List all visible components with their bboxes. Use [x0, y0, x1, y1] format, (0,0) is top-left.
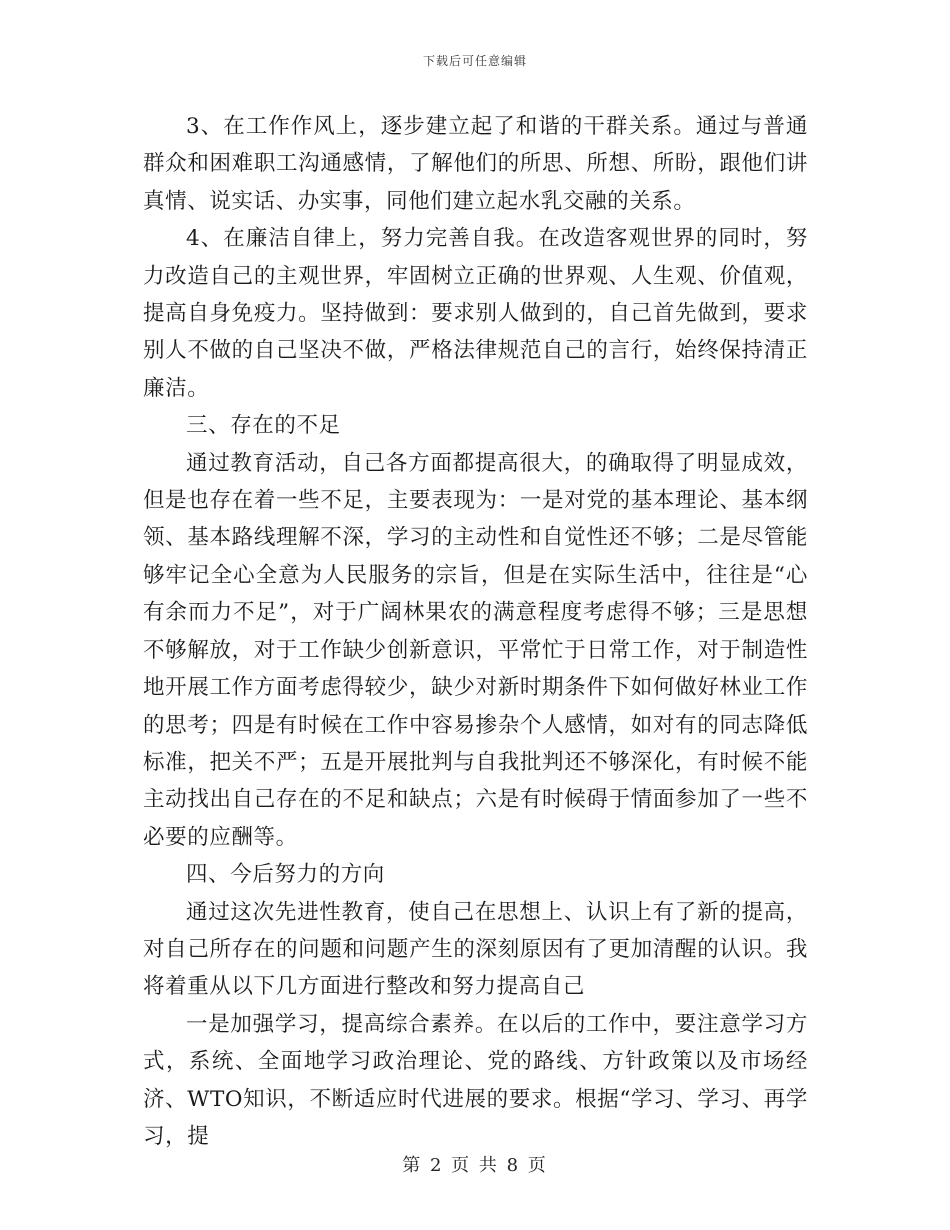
page-header: 下载后可任意编辑: [422, 54, 527, 68]
paragraph-strengthen-study: 一是加强学习，提高综合素养。在以后的工作中，要注意学习方式，系统、全面地学习政治理论、党的路线、方针政策以及市场经济、WTO知识，不断适应时代进展的要求。根据“学习、学习、再学习，提: [143, 1011, 808, 1149]
section-heading-future-direction: 四、今后努力的方向: [186, 862, 385, 888]
paragraph-future-intro: 通过这次先进性教育，使自己在思想上、认识上有了新的提高，对自己所存在的问题和问题产生的深刻原因有了更加清醒的认识。我将着重从以下几方面进行整改和努力提高自己: [143, 899, 808, 1000]
paragraph-work-style: 3、在工作作风上，逐步建立起了和谐的干群关系。通过与普通群众和困难职工沟通感情，了解他们的所思、所想、所盼，跟他们讲真情、说实话、办实事，同他们建立起水乳交融的关系。: [143, 114, 808, 214]
document-body: [143, 108, 808, 1155]
paragraph-shortcomings: 通过教育活动，自己各方面都提高很大，的确取得了明显成效，但是也存在着一些不足，主要表现为：一是对党的基本理论、基本纲领、基本路线理解不深，学习的主动性和自觉性还不够；二是尽管能够牢记全心全意为人民服务的宗旨，但是在实际生活中，往往是“心有余而力不足”，对于广阔林果农的满意程度考虑得不够；三是思想不够解放，对于工作缺少创新意识，平常忙于日常工作，对于制造性地开展工作方面考虑得较少，缺少对新时期条件下如何做好林业工作的思考；四是有时候在工作中容易掺杂个人感情，如对有的同志降低标准，把关不严；五是开展批判与自我批判还不够深化，有时候不能主动找出自己存在的不足和缺点；六是有时候碍于情面参加了一些不必要的应酬等。: [143, 450, 808, 850]
page-number-footer: 第 2 页 共 8 页: [402, 1155, 548, 1176]
paragraph-integrity: 4、在廉洁自律上，努力完善自我。在改造客观世界的同时，努力改造自己的主观世界，牢固树立正确的世界观、人生观、价值观，提高自身免疫力。坚持做到：要求别人做到的，自己首先做到，要求别人不做的自己坚决不做，严格法律规范自己的言行，始终保持清正廉洁。: [143, 226, 808, 401]
section-heading-shortcomings: 三、存在的不足: [186, 413, 341, 439]
